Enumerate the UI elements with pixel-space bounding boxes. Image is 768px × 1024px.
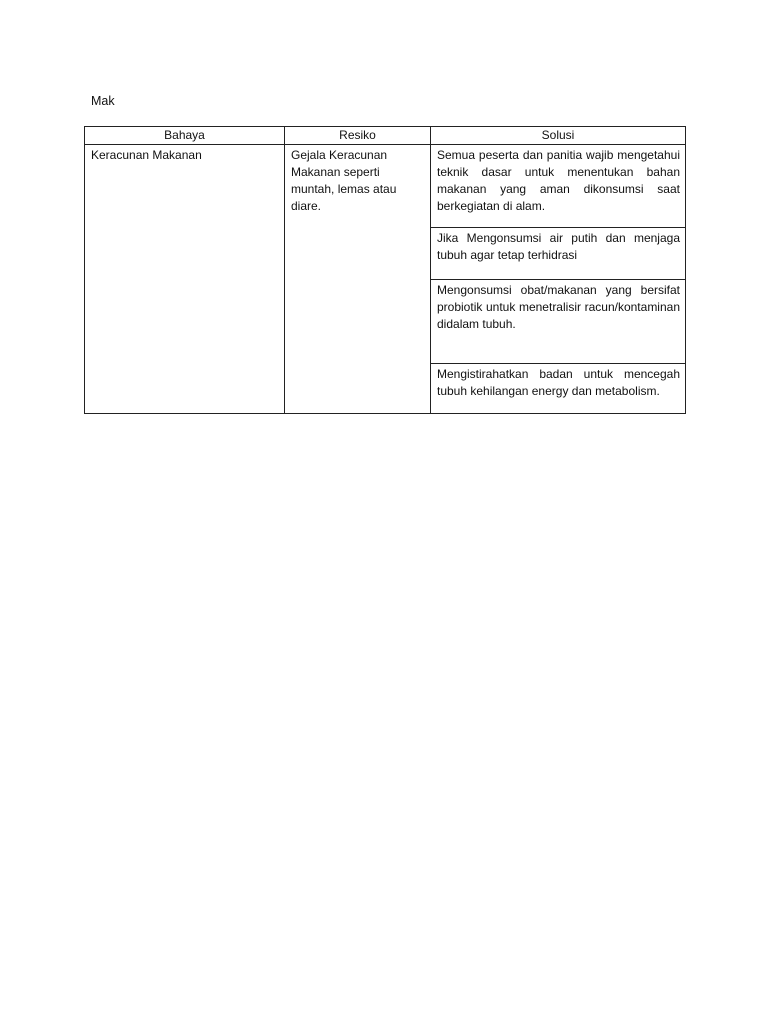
solution-cell xyxy=(431,145,686,228)
page-heading: Mak xyxy=(91,94,115,108)
hazard-cell xyxy=(85,145,285,414)
risk-text: Gejala Keracunan Makanan seperti muntah, lemas atau diare. xyxy=(291,148,397,213)
solution-text: Mengistirahatkan badan untuk mencegah tubuh kehilangan energy dan metabolism. xyxy=(437,367,680,398)
risk-cell xyxy=(285,145,431,414)
solution-cell xyxy=(431,280,686,364)
header-bahaya: Bahaya xyxy=(85,127,285,145)
risk-table xyxy=(84,126,686,414)
solution-text: Semua peserta dan panitia wajib mengetahui teknik dasar untuk menentukan bahan makanan yang aman dikonsumsi saat berkegiatan di alam. xyxy=(437,148,680,213)
solution-cell xyxy=(431,364,686,414)
solution-text: Mengonsumsi obat/makanan yang bersifat probiotik untuk menetralisir racun/kontaminan didalam tubuh. xyxy=(437,283,680,331)
table-row xyxy=(85,145,686,228)
solution-text: Jika Mengonsumsi air putih dan menjaga tubuh agar tetap terhidrasi xyxy=(437,231,680,262)
hazard-text: Keracunan Makanan xyxy=(91,148,202,162)
table-header-row xyxy=(85,127,686,145)
header-resiko: Resiko xyxy=(285,127,431,145)
solution-cell xyxy=(431,228,686,280)
header-solusi: Solusi xyxy=(431,127,686,145)
